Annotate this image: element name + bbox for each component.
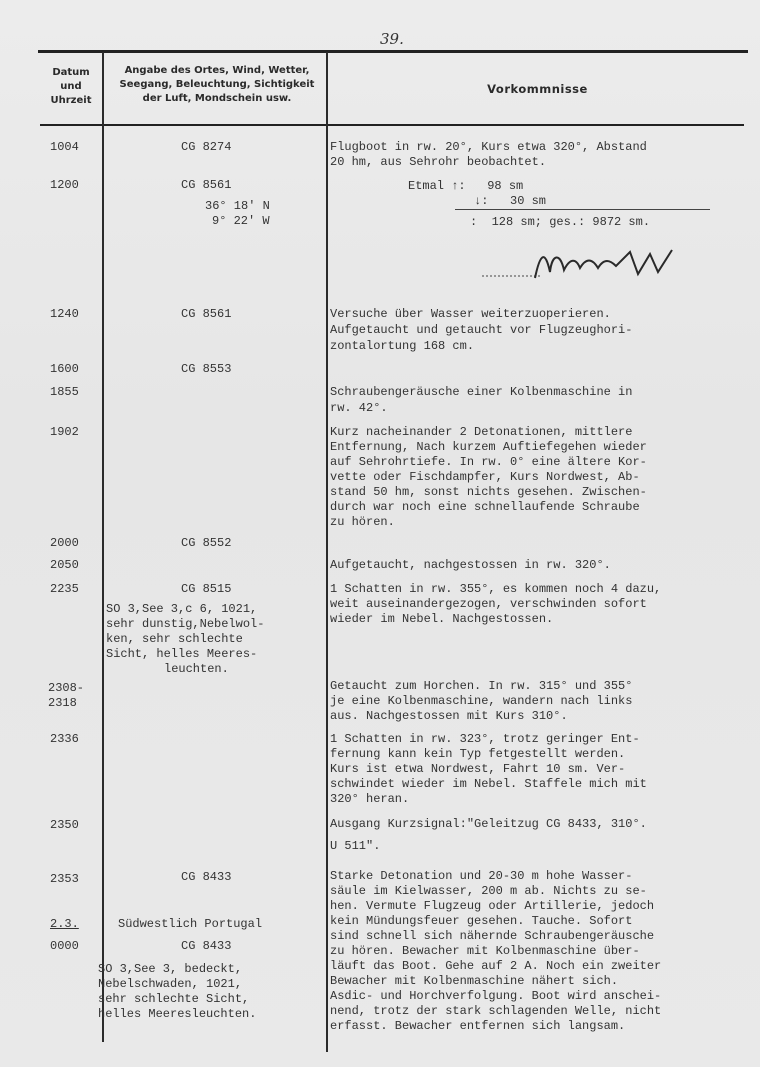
etmal-line: Etmal ↑: 98 sm	[408, 179, 524, 193]
entry-coord: 36° 18' N	[205, 199, 270, 213]
entry-text-line: Asdic- und Horchverfolgung. Boot wird anschei-	[330, 989, 662, 1003]
entry-text-line: je eine Kolbenmaschine, wandern nach links	[330, 694, 633, 708]
entry-time: 2050	[50, 558, 79, 572]
column-divider-2	[326, 52, 328, 1052]
entry-time: 1600	[50, 362, 79, 376]
weather-line: Nebelschwaden, 1021,	[98, 977, 243, 991]
entry-text-line: zu hören. Bewacher mit Kolbenmaschine über-	[330, 944, 640, 958]
weather-line: leuchten.	[164, 662, 229, 676]
entry-time: 1004	[50, 140, 79, 154]
page-number: 39.	[380, 30, 404, 48]
weather-line: helles Meeresleuchten.	[98, 1007, 257, 1021]
entry-text-line: 1 Schatten in rw. 355°, es kommen noch 4 dazu,	[330, 582, 662, 596]
entry-text-line: sind schnell sich nähernde Schraubengeräusche	[330, 929, 655, 943]
etmal-line: ↓: 30 sm	[474, 194, 547, 208]
header-ort	[108, 64, 326, 106]
entry-text-line: zontalortung 168 cm.	[330, 339, 475, 353]
entry-time: 2336	[50, 732, 79, 746]
entry-text-line: kein Mündungsfeuer gesehen. Tauche. Sofort	[330, 914, 633, 928]
entry-text-line: Flugboot in rw. 20°, Kurs etwa 320°, Abstand	[330, 140, 647, 154]
header-datum	[40, 66, 102, 108]
header-vorkommnisse: Vorkommnisse	[487, 82, 588, 96]
entry-grid: CG 8433	[181, 870, 232, 884]
entry-text-line: zu hören.	[330, 515, 395, 529]
header-datum-line: Uhrzeit	[50, 95, 92, 106]
entry-time: 2350	[50, 818, 79, 832]
entry-text-line: erfasst. Bewacher entfernen sich langsam.	[330, 1019, 626, 1033]
entry-text-line: fernung kann kein Typ fetgestellt werden.	[330, 747, 626, 761]
entry-time: 1240	[50, 307, 79, 321]
weather-line: SO 3,See 3,c 6, 1021,	[106, 602, 258, 616]
entry-grid: CG 8552	[181, 536, 232, 550]
entry-time: 1200	[50, 178, 79, 192]
entry-text-line: Getaucht zum Horchen. In rw. 315° und 355°	[330, 679, 633, 693]
entry-text-line: Entfernung, Nach kurzem Auftiefegehen wieder	[330, 440, 647, 454]
entry-text-line: wieder im Nebel. Nachgestossen.	[330, 612, 554, 626]
entry-location: Südwestlich Portugal	[118, 917, 263, 931]
entry-text-line: Versuche über Wasser weiterzuoperieren.	[330, 307, 611, 321]
weather-line: sehr schlechte Sicht,	[98, 992, 250, 1006]
top-rule	[38, 50, 748, 53]
entry-text-line: säule im Kielwasser, 200 m ab. Nichts zu se-	[330, 884, 647, 898]
entry-time: 1855	[50, 385, 79, 399]
entry-text-line: stand 50 hm, sonst nichts gesehen. Zwischen-	[330, 485, 647, 499]
header-ort-line: der Luft, Mondschein usw.	[142, 93, 292, 104]
entry-grid: CG 8274	[181, 140, 232, 154]
weather-line: ken, sehr schlechte	[106, 632, 243, 646]
header-ort-line: Angabe des Ortes, Wind, Wetter,	[124, 65, 310, 76]
weather-line: SO 3,See 3, bedeckt,	[98, 962, 243, 976]
entry-text-line: 1 Schatten in rw. 323°, trotz geringer Ent-	[330, 732, 640, 746]
entry-text-line: rw. 42°.	[330, 401, 388, 415]
entry-text-line: schwindet wieder im Nebel. Staffele mich mit	[330, 777, 647, 791]
etmal-line: : 128 sm; ges.: 9872 sm.	[470, 215, 651, 229]
header-datum-line: und	[60, 81, 82, 92]
entry-text-line: Kurz nacheinander 2 Detonationen, mittlere	[330, 425, 633, 439]
entry-text-line: auf Sehrohrtiefe. In rw. 0° eine ältere Kor-	[330, 455, 647, 469]
entry-time: 2353	[50, 872, 79, 886]
entry-coord: 9° 22' W	[212, 214, 270, 228]
entry-text-line: 320° heran.	[330, 792, 410, 806]
entry-text-line: nend, trotz der stark schlagenden Welle, nicht	[330, 1004, 662, 1018]
entry-time: 2318	[48, 696, 77, 710]
entry-text-line: Schraubengeräusche einer Kolbenmaschine in	[330, 385, 633, 399]
entry-grid: CG 8561	[181, 307, 232, 321]
signature	[480, 244, 680, 284]
entry-text-line: weit auseinandergezogen, verschwinden sofort	[330, 597, 647, 611]
entry-text-line: durch war noch eine schnellaufende Schraube	[330, 500, 640, 514]
entry-time: 2000	[50, 536, 79, 550]
entry-text-line: läuft das Boot. Gehe auf 2 A. Noch ein zweiter	[330, 959, 662, 973]
entry-text-line: Bewacher mit Kolbenmaschine nähert sich.	[330, 974, 619, 988]
entry-time: 1902	[50, 425, 79, 439]
entry-grid: CG 8433	[181, 939, 232, 953]
entry-text-line: vette oder Fischdampfer, Kurs Nordwest, Ab-	[330, 470, 640, 484]
entry-text-line: Ausgang Kurzsignal:"Geleitzug CG 8433, 310°.	[330, 817, 647, 831]
entry-time: 2235	[50, 582, 79, 596]
entry-text-line: hen. Vermute Flugzeug oder Artillerie, jedoch	[330, 899, 655, 913]
entry-text-line: Aufgetaucht und getaucht vor Flugzeughori-	[330, 323, 633, 337]
entry-date: 2.3.	[50, 917, 79, 931]
entry-time: 0000	[50, 939, 79, 953]
entry-grid: CG 8515	[181, 582, 232, 596]
etmal-rule	[455, 209, 710, 210]
entry-text-line: aus. Nachgestossen mit Kurs 310°.	[330, 709, 568, 723]
header-rule	[40, 124, 744, 126]
entry-grid: CG 8553	[181, 362, 232, 376]
entry-text-line: Starke Detonation und 20-30 m hohe Wasser-	[330, 869, 633, 883]
header-ort-line: Seegang, Beleuchtung, Sichtigkeit	[119, 79, 315, 90]
weather-line: Sicht, helles Meeres-	[106, 647, 258, 661]
header-datum-line: Datum	[52, 67, 90, 78]
weather-line: sehr dunstig,Nebelwol-	[106, 617, 265, 631]
column-divider-1	[102, 52, 104, 1042]
entry-text-line: Kurs ist etwa Nordwest, Fahrt 10 sm. Ver-	[330, 762, 626, 776]
entry-text-line: Aufgetaucht, nachgestossen in rw. 320°.	[330, 558, 611, 572]
entry-text-line: U 511".	[330, 839, 381, 853]
entry-text-line: 20 hm, aus Sehrohr beobachtet.	[330, 155, 547, 169]
entry-time: 2308-	[48, 681, 85, 695]
entry-grid: CG 8561	[181, 178, 232, 192]
